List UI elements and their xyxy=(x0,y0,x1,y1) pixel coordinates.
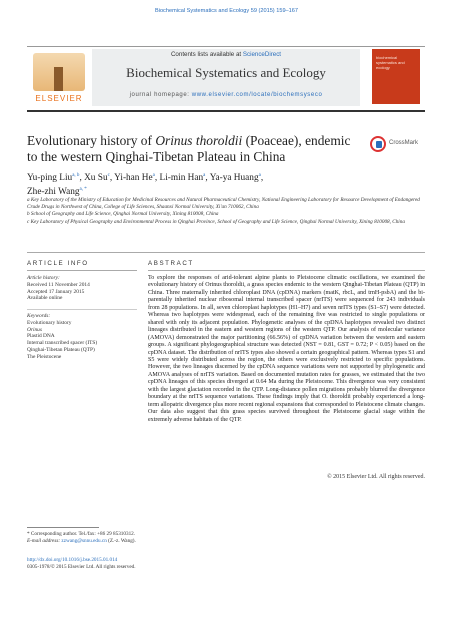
abstract-heading: ABSTRACT xyxy=(148,260,194,267)
history-item: Accepted 17 January 2015 xyxy=(27,288,85,295)
keyword: Internal transcribed spacer (ITS) xyxy=(27,340,98,347)
keyword: Qinghai-Tibetan Plateau (QTP) xyxy=(27,346,95,353)
journal-cover-thumbnail[interactable] xyxy=(372,49,420,104)
contents-line: Contents lists available at ScienceDirect xyxy=(170,51,282,58)
section-divider xyxy=(27,252,425,253)
keyword: Evolutionary history xyxy=(27,319,72,326)
author-list: Yu-ping Liu$^{a, b}$, Xu Su$^c$, Yi-han He$^a$, Li-min Han$^a$, Ya-ya Huang$^a$, Zhe-zhi Wang$^{a, *}$ xyxy=(27,173,264,198)
article-title: Evolutionary history of Orinus thoroldii (Poaceae), endemic to the western Qinghai-Tibetan Plateau in China xyxy=(27,133,351,164)
history-label: Article history: xyxy=(27,275,60,281)
footnote: * Corresponding author. Tel./fax: +86 29 85310312. E-mail address: zzwang@snnu.edu.cn (Z.-z. Wang). xyxy=(27,531,136,544)
elsevier-logo[interactable] xyxy=(27,49,91,106)
author-name[interactable]: Yu-ping Liu xyxy=(27,173,73,184)
homepage-link[interactable]: www.elsevier.com/locate/biochemsyseco xyxy=(191,92,323,98)
footnote-rule xyxy=(27,527,99,528)
cover-text: biochemical systematics and ecology xyxy=(376,55,405,70)
corresponding-author-note: * Corresponding author. Tel./fax: +86 29 85310312. xyxy=(27,531,136,537)
keyword: Orinus xyxy=(27,326,42,333)
publisher-logo-text: ELSEVIER xyxy=(35,94,83,103)
journal-homepage: journal homepage: www.elsevier.com/locate/biochemsyseco xyxy=(129,92,323,98)
affiliation: b School of Geography and Life Science, Qinghai Normal University, Xining 810008, China xyxy=(27,211,219,218)
article-info-rule xyxy=(27,270,137,271)
crossmark-icon xyxy=(370,136,386,152)
keyword: Plastid DNA xyxy=(27,333,55,340)
abstract-rule xyxy=(148,270,425,271)
keyword: The Pleistocene xyxy=(27,353,62,360)
issn-line: 0305-1978/© 2015 Elsevier Ltd. All rights reserved. xyxy=(27,564,136,570)
keywords-label: Keywords: xyxy=(27,313,51,319)
doi-link[interactable]: http://dx.doi.org/10.1016/j.bse.2015.01.014 xyxy=(27,557,118,563)
email-link[interactable]: zzwang@snnu.edu.cn xyxy=(61,538,107,544)
crossmark-badge[interactable] xyxy=(370,134,426,158)
affiliation: c Key Laboratory of Physical Geography and Environmental Process in Qinghai Province, School of Geography and Life Science, Qinghai Normal University, Xining 810008, China xyxy=(27,218,405,225)
sciencedirect-link[interactable]: ScienceDirect xyxy=(242,51,282,58)
author-name[interactable]: Yi-han He xyxy=(114,173,153,184)
article-info-heading: ARTICLE INFO xyxy=(27,260,89,267)
header-top-rule xyxy=(27,46,425,47)
affiliation: a Key Laboratory of the Ministry of Education for Medicinal Resources and Natural Pharmaceutical Chemistry, National Engineering Laboratory for Resource Development of Endangered Crude Drugs in Northwest of China, College of Life Sciences, Shaanxi Normal University, Xi'an 710062, China xyxy=(27,197,420,210)
article-history xyxy=(27,275,137,302)
affiliations xyxy=(27,197,427,226)
journal-citation[interactable]: Biochemical Systematics and Ecology 59 (2015) 159–167 xyxy=(154,8,299,14)
header-bottom-rule xyxy=(27,110,425,112)
crossmark-label: CrossMark xyxy=(389,140,419,146)
author-name[interactable]: Ya-ya Huang xyxy=(209,173,259,184)
keywords-rule xyxy=(27,309,137,310)
abstract-text: To explore the responses of arid-tolerant alpine plants to Pleistocene climatic oscillations, we examined the evolutionary history of Orinus thoroldii, a grass species endemic to the western Qinghai-Tibetan Plateau (QTP) in China. Three maternally inherited chloroplast DNA (cpDNA) markers (matK, rbcL, and trnH-psbA) and the bi-parentally inherited nuclear ribosomal internal transcribed spacer (nrITS) were sequenced for 243 individuals from 28 populations. In all, seven chloroplast haplotypes (H1–H7) and seven nrITS types (S1–S7) were detected. Whereas two haplotypes were widespread, each of the remaining five was restricted to single populations or shared with only its adjacent population. Phylogenetic analyses of the cpDNA haplotypes revealed two distinct lineages distributed in the eastern and western regions of the western QTP. Our analysis of molecular variance (AMOVA) demonstrated the major partitioning (66.56%) of cpDNA variation between the western and eastern groups. A significant phylogeographical structure was detected (NST = 0.81, GST = 0.72; P < 0.05) based on the cpDNA dataset. The distribution of nrITS types also showed a certain geographical pattern. Whereas types S1 and S5 were widely distributed across the region, the others were exclusively restricted to specific populations. However, the two lineages discerned by the cpDNA sequence variations were not supported by phylogenetic and AMOVA analyses of nrITS variation. Based on documented mutation rates for grasses, we estimated that the two cpDNA lineages of this species diverged at 0.64 Ma during the Pleistocene. This divergence was very consistent with the largest glaciation recorded in the QTP. Long-distance pollen migrations probably blurred the divergence boundary at the nrITS sequence variations. These findings imply that O. thoroldii probably experienced a long-term allopatric divergence plus more recent regional expansions that corresponded to Pleistocene climate changes. Our data also suggest that this grass species survived throughout the Pleistocene glacial stage within the extremely adverse habitats of the QTP. xyxy=(148,275,425,423)
elsevier-tree-icon xyxy=(33,53,85,91)
history-item: Available online xyxy=(27,295,63,302)
journal-title[interactable]: Biochemical Systematics and Ecology xyxy=(126,65,326,80)
author-name[interactable]: Zhe-zhi Wang xyxy=(27,187,80,198)
author-name[interactable]: Li-min Han xyxy=(159,173,204,184)
bottom-info xyxy=(27,557,327,571)
journal-header xyxy=(92,49,360,106)
keywords xyxy=(27,313,137,361)
author-name[interactable]: Xu Su xyxy=(84,173,108,184)
history-item: Received 11 November 2014 xyxy=(27,281,90,288)
copyright-line: © 2015 Elsevier Ltd. All rights reserved. xyxy=(327,474,425,480)
